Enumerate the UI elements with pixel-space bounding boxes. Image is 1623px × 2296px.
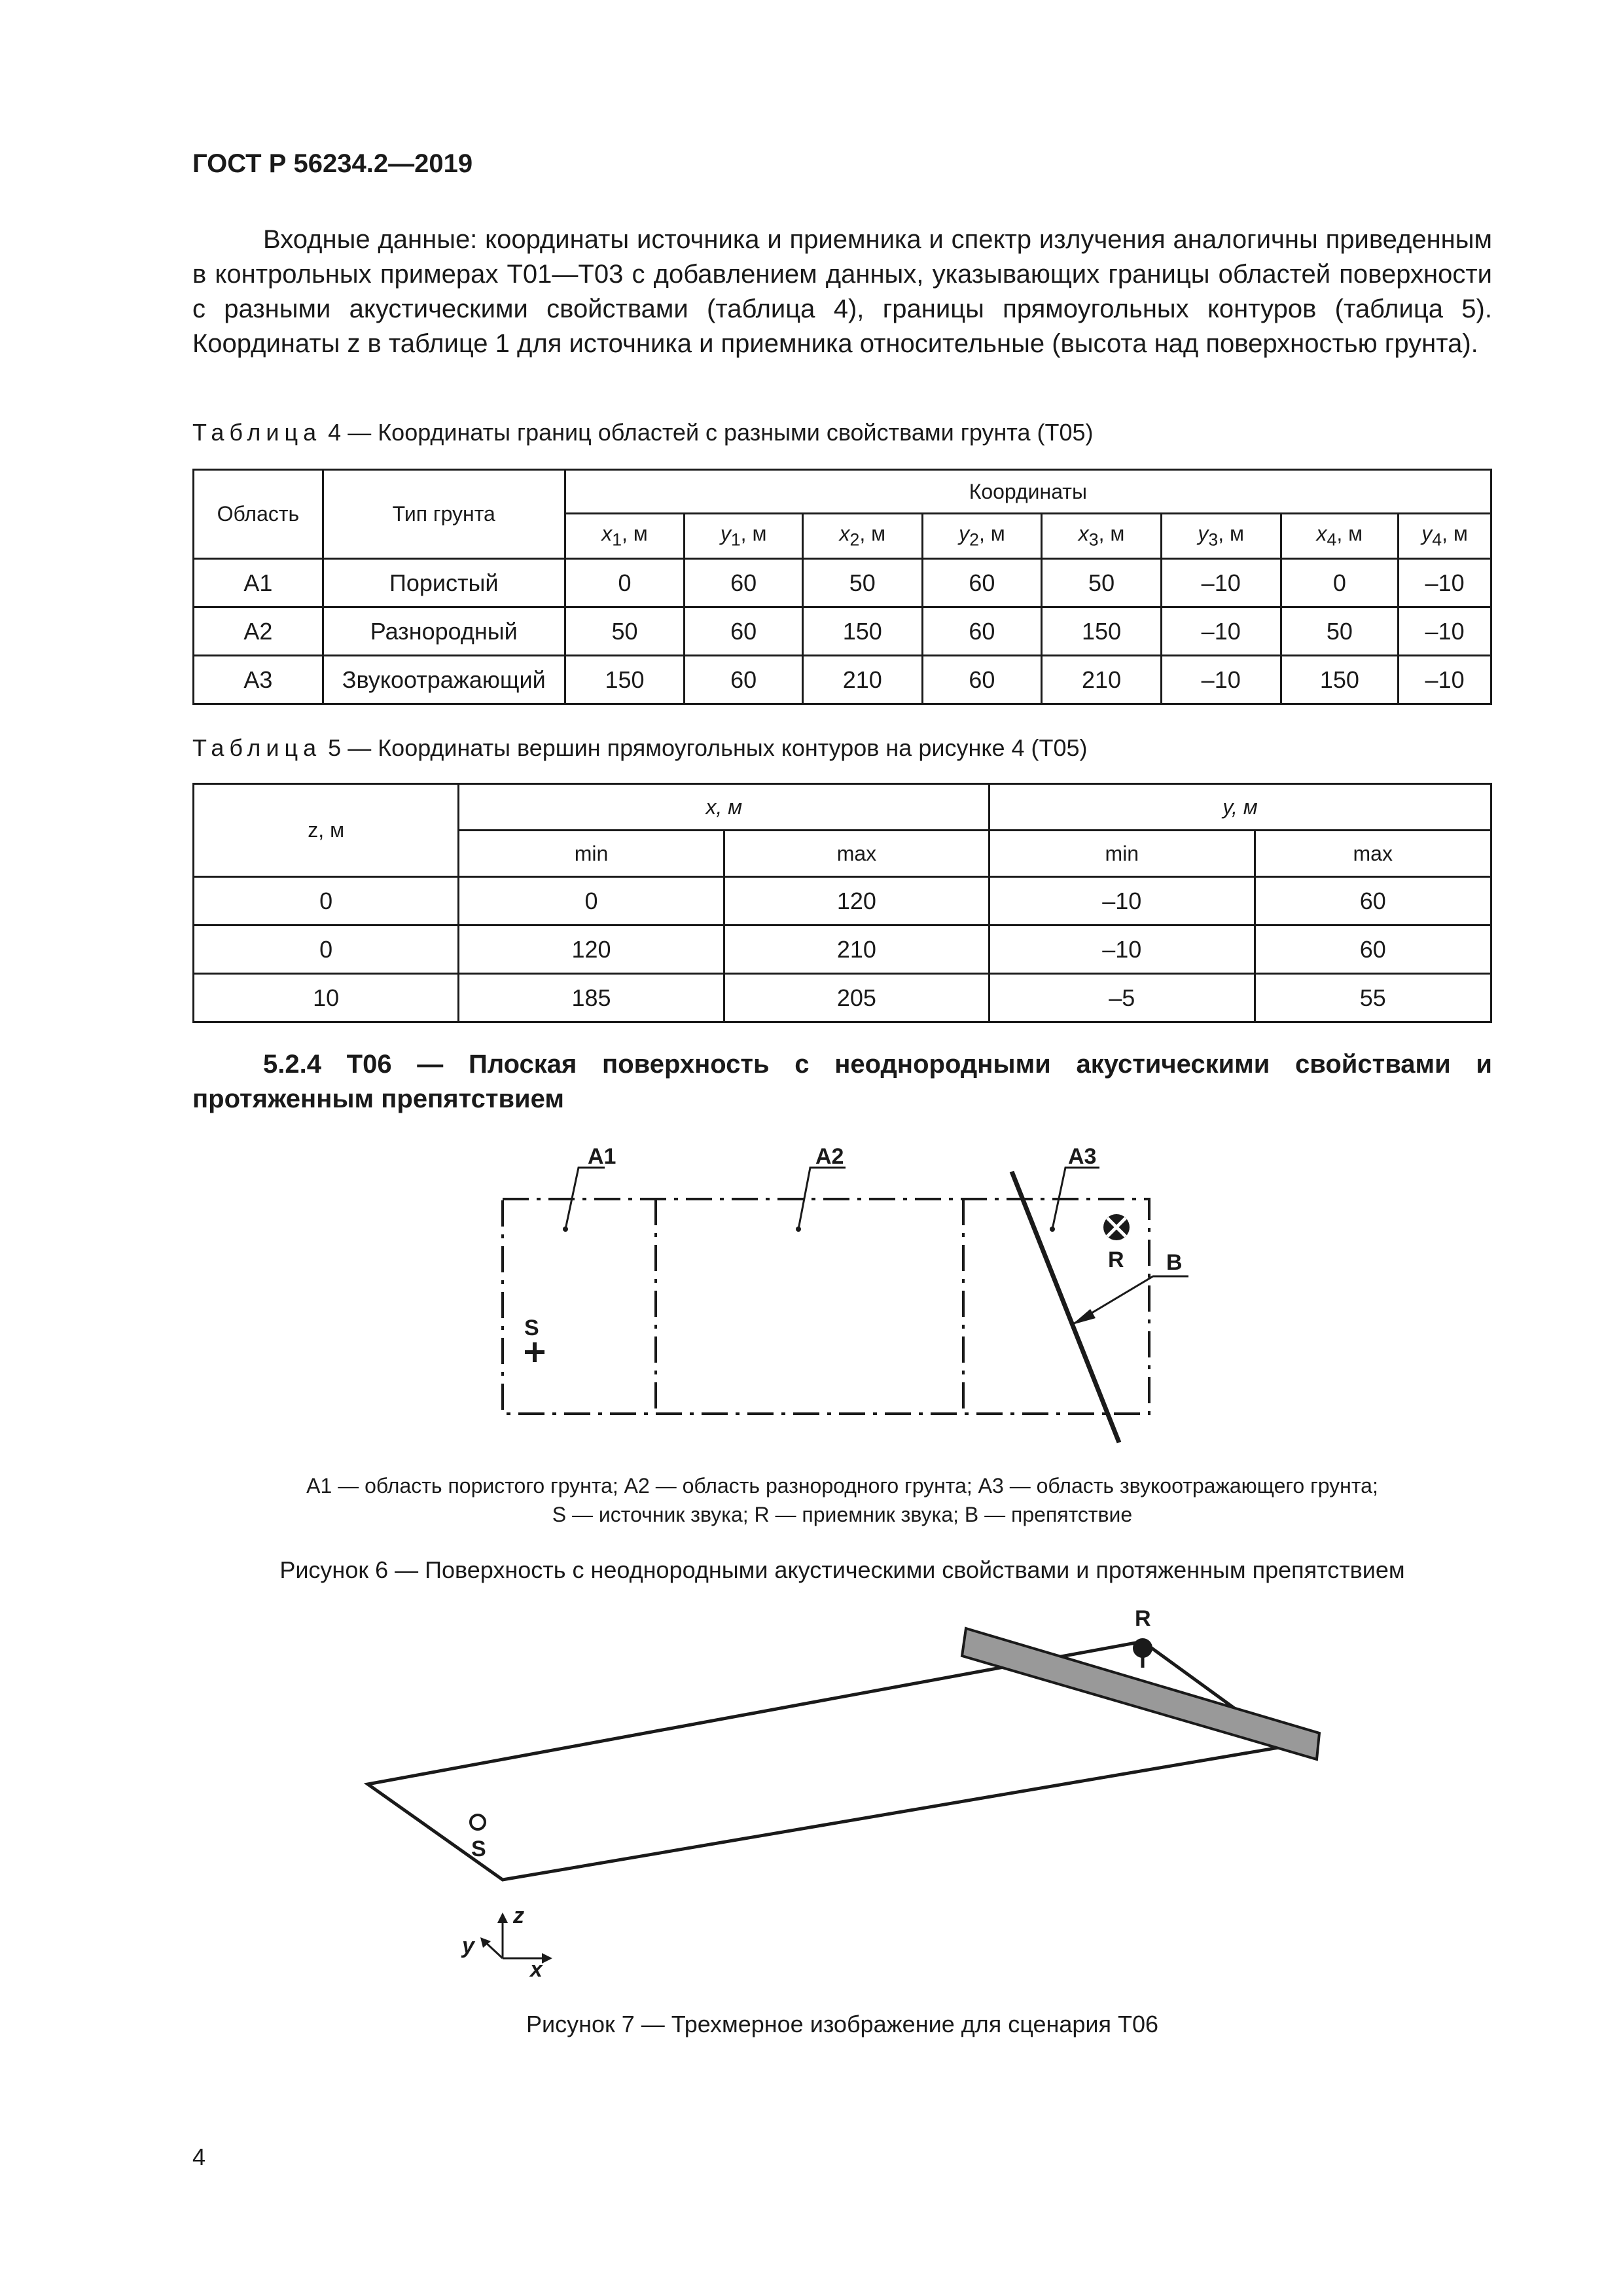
table4-header-coord: $y_1$, м — [685, 514, 803, 559]
table5-header-z: z, м — [194, 784, 459, 877]
table-cell: А3 — [194, 656, 323, 704]
table-cell: 0 — [194, 925, 459, 974]
table-cell: 60 — [922, 656, 1042, 704]
table4-caption-label: Таблица — [192, 419, 322, 446]
section-title: 5.2.4 Т06 — Плоская поверхность с неоднородными акустическими свойствами и протяженным препятствием — [192, 1050, 1492, 1113]
table-cell: 0 — [565, 559, 685, 607]
table-cell: 10 — [194, 974, 459, 1022]
table-cell: 150 — [565, 656, 685, 704]
table-cell: 60 — [922, 607, 1042, 656]
table-cell: 205 — [724, 974, 989, 1022]
table-cell: 120 — [724, 877, 989, 925]
table-cell: 55 — [1255, 974, 1491, 1022]
table-cell: 60 — [685, 559, 803, 607]
table4-header-coord: $x_3$, м — [1042, 514, 1162, 559]
table4-header-area: Область — [194, 470, 323, 559]
table-cell: А1 — [194, 559, 323, 607]
table-cell: Пористый — [323, 559, 565, 607]
table4-header-coord: $x_4$, м — [1281, 514, 1399, 559]
table-cell: 210 — [724, 925, 989, 974]
table-cell: 60 — [1255, 925, 1491, 974]
table-cell: 0 — [459, 877, 724, 925]
table5-caption-label: Таблица — [192, 734, 322, 761]
figure6-label-r: R — [1108, 1247, 1124, 1272]
figure7-ground-plane — [368, 1641, 1287, 1880]
figure7-source-icon — [471, 1815, 485, 1829]
table-cell: 210 — [1042, 656, 1162, 704]
table-cell: –10 — [1399, 559, 1491, 607]
table4-header-coord: $y_3$, м — [1161, 514, 1281, 559]
table-cell: –10 — [1399, 607, 1491, 656]
table5-caption-text: 5 — Координаты вершин прямоугольных контуров на рисунке 4 (Т05) — [328, 734, 1088, 761]
table-cell: 50 — [802, 559, 922, 607]
document-code: ГОСТ Р 56234.2—2019 — [192, 149, 473, 178]
table-cell: –10 — [990, 925, 1255, 974]
table-cell: –5 — [990, 974, 1255, 1022]
figure6-note-line1: А1 — область пористого грунта; А2 — область разнородного грунта; А3 — область звукоотражающего грунта; — [306, 1474, 1378, 1498]
table-cell: –10 — [1161, 656, 1281, 704]
figure7-label-s: S — [471, 1837, 486, 1861]
table-cell: 150 — [1281, 656, 1399, 704]
figure7-receiver-icon — [1133, 1638, 1152, 1668]
table-cell: 60 — [1255, 877, 1491, 925]
table4-header-coord: $x_2$, м — [802, 514, 922, 559]
figure6-caption: Рисунок 6 — Поверхность с неоднородными акустическими свойствами и протяженным препятствием — [279, 1556, 1405, 1583]
figure7-caption: Рисунок 7 — Трехмерное изображение для сценария Т06 — [526, 2011, 1159, 2037]
figure7-label-x: x — [530, 1957, 543, 1982]
figure6-label-a3: А3 — [1068, 1144, 1097, 1169]
figure7-label-y: y — [462, 1933, 474, 1958]
figure6-label-s: S — [524, 1316, 539, 1340]
table-cell: 120 — [459, 925, 724, 974]
table4-header-coord: $y_2$, м — [922, 514, 1042, 559]
table5-header-y: y, м — [990, 784, 1491, 831]
table5-header-x-max: max — [724, 831, 989, 877]
table-cell: 60 — [685, 656, 803, 704]
table4-header-coord: $y_4$, м — [1399, 514, 1491, 559]
table-cell: 210 — [802, 656, 922, 704]
figure6-note-line2: S — источник звука; R — приемник звука; B — препятствие — [552, 1503, 1133, 1526]
table-cell: Звукоотражающий — [323, 656, 565, 704]
table-cell: 150 — [802, 607, 922, 656]
figure7-label-r: R — [1135, 1606, 1151, 1631]
table-cell: 0 — [1281, 559, 1399, 607]
table-cell: –10 — [990, 877, 1255, 925]
page-number: 4 — [192, 2144, 206, 2170]
table-cell: Разнородный — [323, 607, 565, 656]
table4-header-soil: Тип грунта — [323, 470, 565, 559]
table-cell: 50 — [1281, 607, 1399, 656]
table-cell: А2 — [194, 607, 323, 656]
table4-header-coord: $x_1$, м — [565, 514, 685, 559]
table4-caption-text: 4 — Координаты границ областей с разными свойствами грунта (Т05) — [328, 419, 1094, 446]
table-cell: 60 — [685, 607, 803, 656]
figure6-label-a1: А1 — [588, 1144, 616, 1169]
table-cell: 50 — [565, 607, 685, 656]
table4-header-coords: Координаты — [565, 470, 1491, 514]
table-cell: –10 — [1161, 559, 1281, 607]
table-cell: 150 — [1042, 607, 1162, 656]
figure7-label-z: z — [513, 1903, 524, 1928]
table-cell: 50 — [1042, 559, 1162, 607]
table5-header-x-min: min — [459, 831, 724, 877]
table5-header-y-max: max — [1255, 831, 1491, 877]
figure6-label-b: B — [1166, 1250, 1183, 1275]
table-cell: 60 — [922, 559, 1042, 607]
table-cell: –10 — [1161, 607, 1281, 656]
intro-paragraph: Входные данные: координаты источника и приемника и спектр излучения аналогичны приведенным в контрольных примерах Т01—Т03 с добавлением данных, указывающих границы областей поверхности с разными акустическими свойствами (таблица 4), границы прямоугольных контуров (таблица 5). Координаты z в таблице 1 для источника и приемника относительные (высота над поверхностью грунта). — [192, 225, 1492, 358]
table5-header-y-min: min — [990, 831, 1255, 877]
table-cell: –10 — [1399, 656, 1491, 704]
table-cell: 0 — [194, 877, 459, 925]
table-cell: 185 — [459, 974, 724, 1022]
figure6-label-a2: А2 — [815, 1144, 844, 1169]
table5-header-x: x, м — [459, 784, 990, 831]
